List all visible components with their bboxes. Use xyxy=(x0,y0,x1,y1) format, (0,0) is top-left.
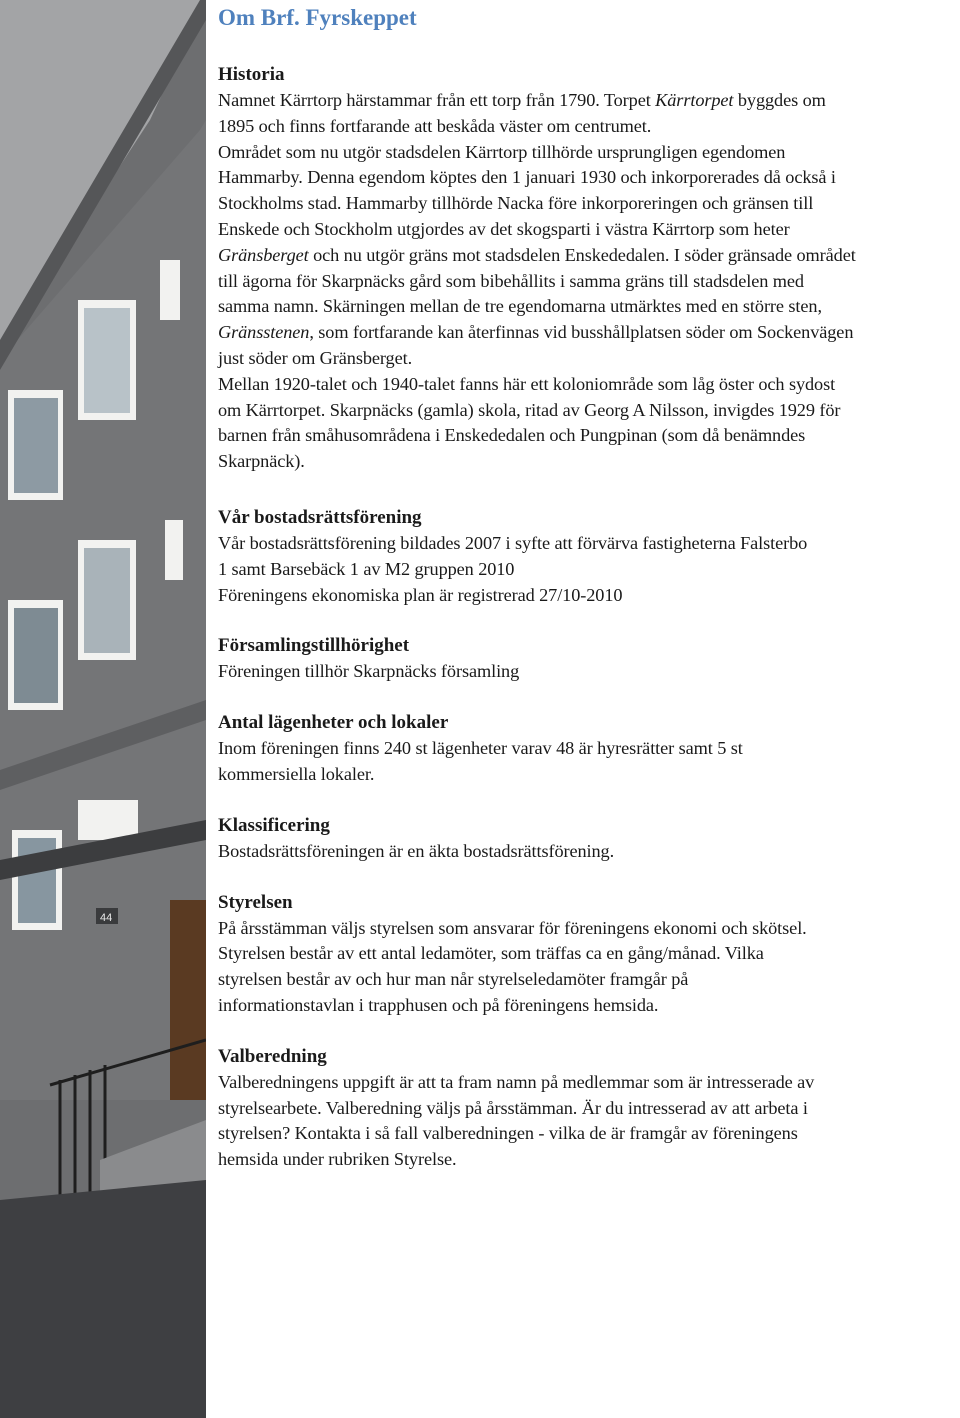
text-run: hemsida under rubriken Styrelse. xyxy=(218,1149,457,1170)
text-run: 1895 och finns fortfarande att beskåda väster om centrumet. xyxy=(218,115,652,136)
text-line xyxy=(218,243,956,269)
section-body xyxy=(218,88,956,475)
text-line xyxy=(218,967,956,993)
text-run: , som fortfarande kan återfinnas vid busshållplatsen söder om Sockenvägen xyxy=(309,322,854,343)
text-run: styrelsen? Kontakta i så fall valberedningen - vilka de är framgår av föreningens xyxy=(218,1123,798,1144)
text-run: Mellan 1920-talet och 1940-talet fanns här ett koloniområde som låg öster och sydost xyxy=(218,373,836,394)
italic-term: Kärrtorpet xyxy=(655,90,734,110)
section-heading: Vår bostadsrättsförening xyxy=(218,506,422,528)
page-title: Om Brf. Fyrskeppet xyxy=(218,5,417,30)
text-run: Valberedningens uppgift är att ta fram namn på medlemmar som är intresserade av xyxy=(218,1071,815,1092)
text-line xyxy=(218,583,956,609)
text-line xyxy=(218,398,956,424)
text-line xyxy=(218,916,956,942)
section-heading: Valberedning xyxy=(218,1045,327,1067)
text-run: 1 samt Barsebäck 1 av M2 gruppen 2010 xyxy=(218,558,515,579)
section-body xyxy=(218,1070,956,1173)
section-bostadsratt xyxy=(218,505,956,608)
text-run: och nu utgör gräns mot stadsdelen Enskededalen. I söder gränsade området xyxy=(308,244,856,265)
text-line xyxy=(218,165,956,191)
text-run: Föreningen tillhör Skarpnäcks församling xyxy=(218,661,520,682)
section-forsamling xyxy=(218,633,956,685)
section-valberedning xyxy=(218,1044,956,1173)
text-run: byggdes om xyxy=(733,90,826,110)
text-run: Föreningens ekonomiska plan är registrerad 27/10-2010 xyxy=(218,584,623,605)
text-line xyxy=(218,659,956,685)
text-line xyxy=(218,140,956,166)
text-line xyxy=(218,346,956,372)
text-line xyxy=(218,762,956,788)
section-body xyxy=(218,916,956,1019)
text-run: Inom föreningen finns 240 st lägenheter varav 48 är hyresrätter samt 5 st xyxy=(218,738,743,759)
section-klassificering xyxy=(218,813,956,865)
italic-term: Gränsberget xyxy=(218,244,309,265)
text-line xyxy=(218,114,956,140)
text-run: Enskede och Stockholm utgjordes av det skogsparti i västra Kärrtorp som heter xyxy=(218,218,790,239)
text-run: Området som nu utgör stadsdelen Kärrtorp tillhörde ursprungligen egendomen xyxy=(218,141,786,162)
text-line xyxy=(218,557,956,583)
text-line xyxy=(218,1096,956,1122)
text-run: Namnet Kärrtorp härstammar från ett torp från 1790. Torpet xyxy=(218,90,656,110)
house-number: 44 xyxy=(100,912,113,924)
text-run: barnen från småhusområdena i Enskededalen och Pungpinan (som då benämndes xyxy=(218,425,806,446)
text-line xyxy=(218,423,956,449)
section-body xyxy=(218,736,956,788)
text-run: Skarpnäck). xyxy=(218,451,305,472)
text-line xyxy=(218,1070,956,1096)
text-line xyxy=(218,269,956,295)
document-content xyxy=(218,0,956,1173)
text-line xyxy=(218,372,956,398)
text-line xyxy=(218,1121,956,1147)
section-body xyxy=(218,531,956,608)
text-line xyxy=(218,320,956,346)
text-line xyxy=(218,941,956,967)
text-line xyxy=(218,531,956,557)
text-run: om Kärrtorpet. Skarpnäcks (gamla) skola, ritad av Georg A Nilsson, invigdes 1929 för xyxy=(218,399,841,420)
section-heading: Församlingstillhörighet xyxy=(218,635,410,657)
text-line xyxy=(218,191,956,217)
text-run: styrelsen består av och hur man når styrelseledamöter framgår på xyxy=(218,969,689,990)
text-run: samma namn. Skärningen mellan de tre egendomarna utmärktes med en större sten, xyxy=(218,296,822,317)
section-body xyxy=(218,659,956,685)
section-heading: Historia xyxy=(218,64,285,85)
section-heading: Antal lägenheter och lokaler xyxy=(218,712,449,734)
text-run: På årsstämman väljs styrelsen som ansvarar för föreningens ekonomi och skötsel. xyxy=(218,917,807,938)
section-body xyxy=(218,839,956,865)
building-photo xyxy=(0,0,206,1418)
text-run: Hammarby. Denna egendom köptes den 1 januari 1930 och inkorporerades då också i xyxy=(218,167,836,188)
text-line xyxy=(218,449,956,475)
text-line xyxy=(218,88,956,114)
text-line xyxy=(218,839,956,865)
text-run: informationstavlan i trapphusen och på föreningens hemsida. xyxy=(218,994,659,1015)
text-run: Styrelsen består av ett antal ledamöter, som träffas ca en gång/månad. Vilka xyxy=(218,943,764,964)
text-run: styrelsearbete. Valberedning väljs på årsstämman. Är du intresserad av att arbeta i xyxy=(218,1097,808,1118)
text-run: till ägorna för Skarpnäcks gård som bibehållits i samma gräns till stadsdelen med xyxy=(218,270,804,291)
text-run: Stockholms stad. Hammarby tillhörde Nacka före inkorporeringen och gränsen till xyxy=(218,193,814,214)
text-run: kommersiella lokaler. xyxy=(218,763,375,784)
text-line xyxy=(218,1147,956,1173)
section-heading: Styrelsen xyxy=(218,891,293,913)
text-line xyxy=(218,736,956,762)
text-run: just söder om Gränsberget. xyxy=(218,347,413,368)
text-run: Vår bostadsrättsförening bildades 2007 i syfte att förvärva fastigheterna Falsterbo xyxy=(218,532,808,553)
text-line xyxy=(218,217,956,243)
text-run: Bostadsrättsföreningen är en äkta bostadsrättsförening. xyxy=(218,840,615,861)
building-illustration xyxy=(0,0,206,1418)
section-styrelsen xyxy=(218,890,956,1019)
text-line xyxy=(218,294,956,320)
section-heading: Klassificering xyxy=(218,814,330,836)
text-line xyxy=(218,993,956,1019)
italic-term: Gränsstenen xyxy=(218,322,310,343)
section-historia xyxy=(218,62,956,475)
section-antal xyxy=(218,710,956,788)
